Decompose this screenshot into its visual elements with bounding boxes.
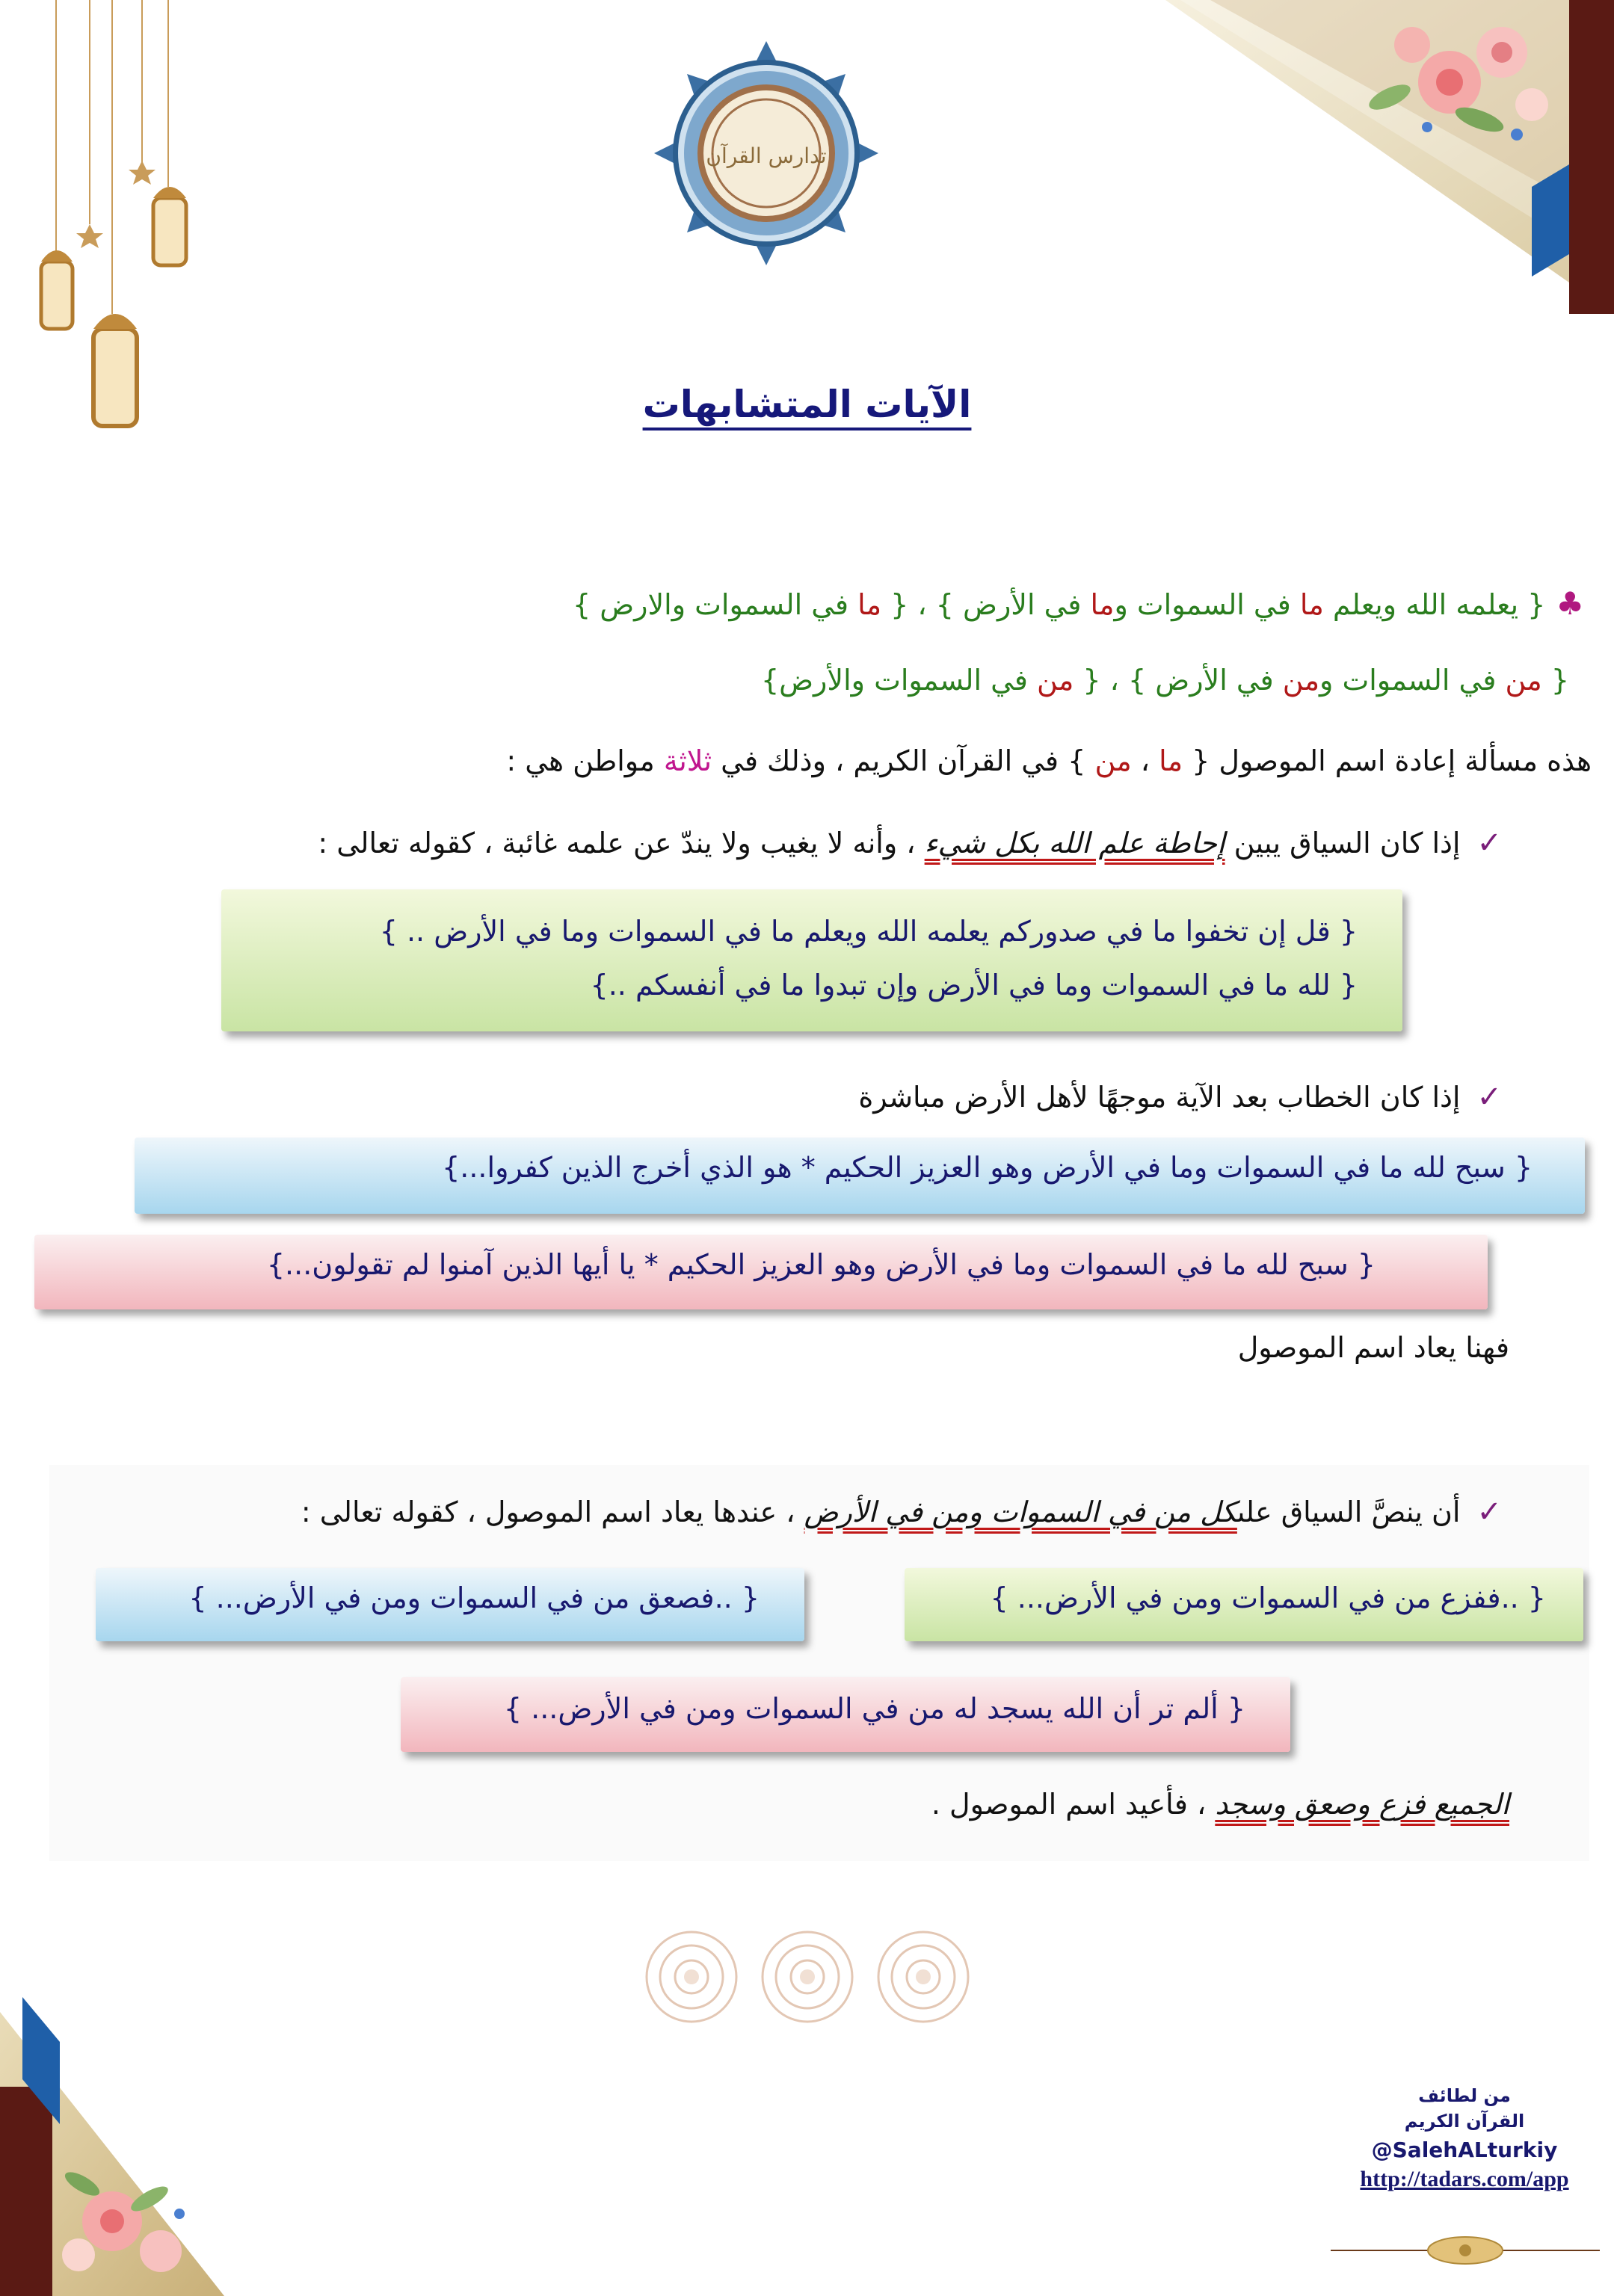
verse-box-case-3-pink: { ألم تر أن الله يسجد له من في السموات ومن في الأرض... }: [401, 1677, 1290, 1752]
case-3-text: ✓أن ينصَّ السياق علىكل من في السموات ومن في الأرض ، عندها يعاد اسم الموصول ، كقوله تعالى :: [301, 1495, 1502, 1529]
case-3-conclusion: الجميع فزع وصعق وسجد ، فأعيد اسم الموصول .: [931, 1788, 1509, 1821]
verse-box-case-2-blue: { سبح لله ما في السموات وما في الأرض وهو العزيز الحكيم * هو الذي أخرج الذين كفروا...}: [135, 1138, 1585, 1214]
quran-logo-emblem: [650, 37, 882, 269]
verse-box-line: { قل إن تخفوا ما في صدوركم يعلمه الله ويعلم ما في السموات وما في الأرض .. }: [379, 915, 1358, 948]
footer-credits: [1345, 2085, 1584, 2192]
case-2-conclusion: فهنا يعاد اسم الموصول: [1237, 1331, 1509, 1364]
checkmark-icon: ✓: [1476, 1495, 1502, 1529]
verse-box-case-1: [221, 889, 1402, 1031]
verse-box-case-3-green: { ..ففزع من في السموات ومن في الأرض... }: [905, 1568, 1583, 1641]
lanterns-decoration: [22, 0, 209, 448]
page-title: الآيات المتشابهات: [642, 383, 972, 426]
verse-line-man: { من في السموات ومن في الأرض } ، { من في السموات والأرض}: [760, 664, 1569, 697]
case-2-text: ✓إذا كان الخطاب بعد الآية موجهًا لأهل الأرض مباشرة: [858, 1080, 1502, 1114]
checkmark-icon: ✓: [1476, 826, 1502, 860]
corner-decoration-bottom-left: [0, 1997, 224, 2296]
club-bullet-icon: ♣: [1556, 585, 1584, 622]
verse-box-case-2-pink: { سبح لله ما في السموات وما في الأرض وهو العزيز الحكيم * يا أيها الذين آمنوا لم تقولون...}: [34, 1235, 1488, 1309]
intro-paragraph: هذه مسألة إعادة اسم الموصول { ما ، من } في القرآن الكريم ، وذلك في ثلاثة مواطن هي :: [506, 744, 1592, 777]
corner-decoration-top-right: [1165, 0, 1614, 314]
twitter-handle: @SalehALturkiy: [1371, 2138, 1558, 2162]
logo-text: تدارس القرآن: [706, 144, 827, 168]
verse-line-ma: ♣{ يعلمه الله ويعلم ما في السموات وما في الأرض } ، { ما في السموات والارض }: [572, 585, 1584, 622]
checkmark-icon: ✓: [1476, 1080, 1502, 1114]
footer-line: من لطائف: [1418, 2085, 1511, 2106]
footer-line: القرآن الكريم: [1404, 2111, 1525, 2132]
verse-box-case-3-blue: { ..فصعق من في السموات ومن في الأرض... }: [96, 1568, 804, 1641]
app-link[interactable]: http://tadars.com/app: [1360, 2167, 1569, 2191]
verse-box-line: { لله ما في السموات وما في الأرض وإن تبدوا ما في أنفسكم ..}: [590, 969, 1358, 1002]
footer-ornament: [1331, 2232, 1600, 2269]
case-1-text: ✓إذا كان السياق يبين إحاطة علم الله بكل شيء ، وأنه لا يغيب ولا يندّ عن علمه غائبة ، كقوله تعالى :: [318, 826, 1502, 860]
rosette-ornaments: [635, 1921, 979, 2033]
